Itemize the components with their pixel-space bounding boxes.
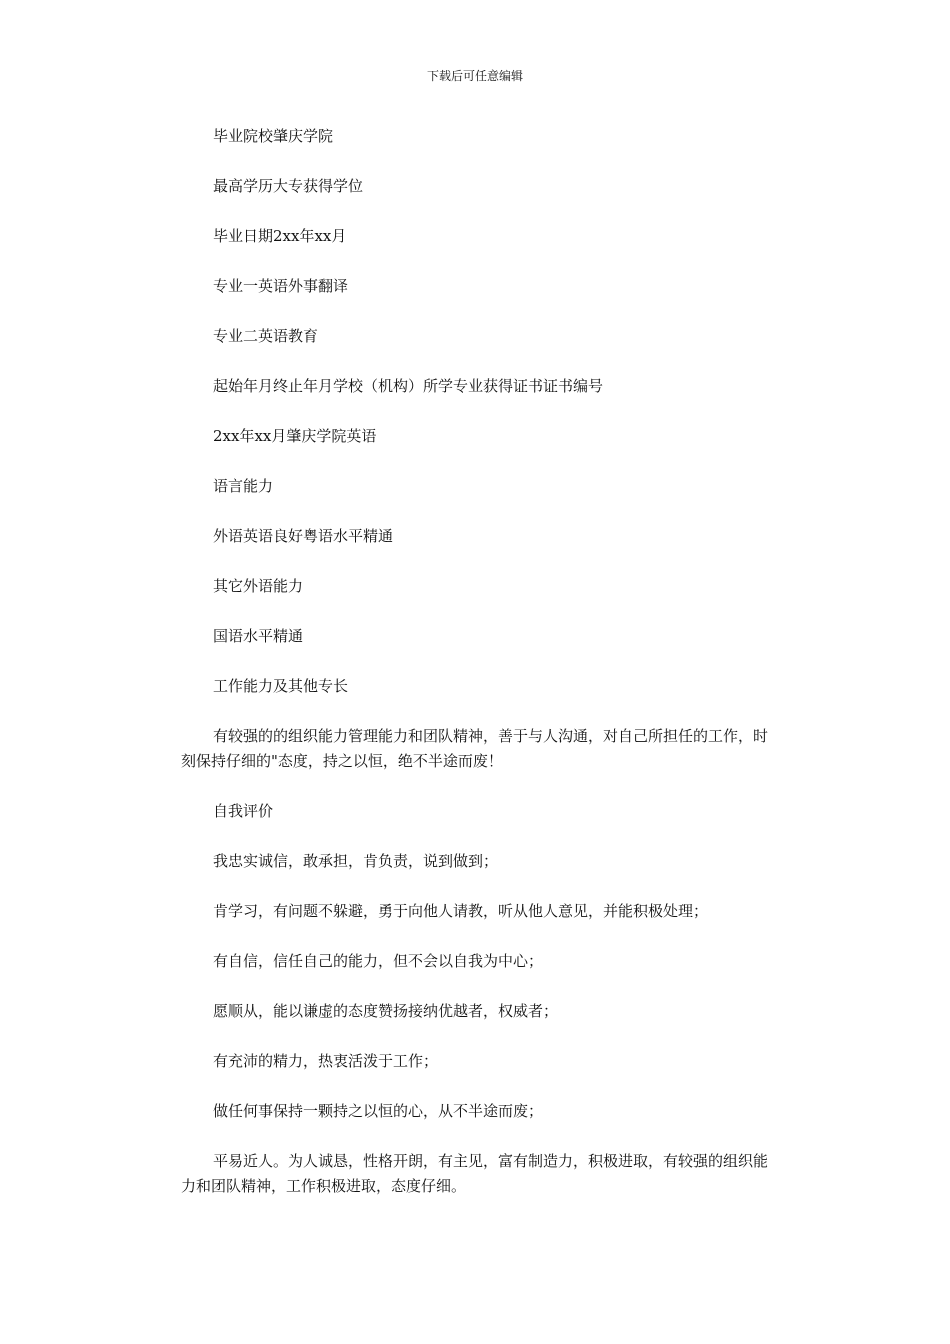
section-heading-self-evaluation: 自我评价: [213, 802, 274, 820]
paragraph-self-eval-1: 我忠实诚信，敢承担，肯负责，说到做到；: [213, 852, 499, 870]
paragraph-graduation-date: 毕业日期2xx年xx月: [213, 227, 347, 245]
paragraph-self-eval-7: 平易近人。为人诚恳，性格开朗，有主见，富有制造力，积极进取，有较强的组织能力和团队精神，工作积极进取，态度仔细。: [181, 1152, 769, 1195]
paragraph-education-entry: 2xx年xx月肇庆学院英语: [213, 427, 377, 445]
paragraph-major-two: 专业二英语教育: [213, 327, 319, 345]
paragraph-graduation-school: 毕业院校肇庆学院: [213, 127, 334, 145]
paragraph-self-eval-6: 做任何事保持一颗持之以恒的心，从不半途而废；: [213, 1102, 544, 1120]
paragraph-mandarin: 国语水平精通: [213, 627, 304, 645]
section-heading-language: 语言能力: [213, 477, 274, 495]
paragraph-major-one: 专业一英语外事翻译: [213, 277, 349, 295]
paragraph-self-eval-4: 愿顺从，能以谦虚的态度赞扬接纳优越者，权威者；: [213, 1002, 559, 1020]
paragraph-self-eval-2: 肯学习，有问题不躲避，勇于向他人请教，听从他人意见，并能积极处理；: [213, 902, 709, 920]
paragraph-self-eval-3: 有自信，信任自己的能力，但不会以自我为中心；: [213, 952, 544, 970]
paragraph-highest-education: 最高学历大专获得学位: [213, 177, 364, 195]
section-heading-skills: 工作能力及其他专长: [213, 677, 349, 695]
paragraph-foreign-language: 外语英语良好粤语水平精通: [213, 527, 394, 545]
paragraph-other-language: 其它外语能力: [213, 577, 304, 595]
page-header: 下载后可任意编辑: [426, 69, 523, 83]
paragraph-self-eval-5: 有充沛的精力，热衷活泼于工作；: [213, 1052, 439, 1070]
paragraph-education-table-header: 起始年月终止年月学校（机构）所学专业获得证书证书编号: [213, 377, 604, 395]
paragraph-skills-description: 有较强的的组织能力管理能力和团队精神，善于与人沟通，对自己所担任的工作，时刻保持仔细的"态度，持之以恒，绝不半途而废！: [181, 727, 769, 770]
document-body: [181, 124, 773, 1224]
